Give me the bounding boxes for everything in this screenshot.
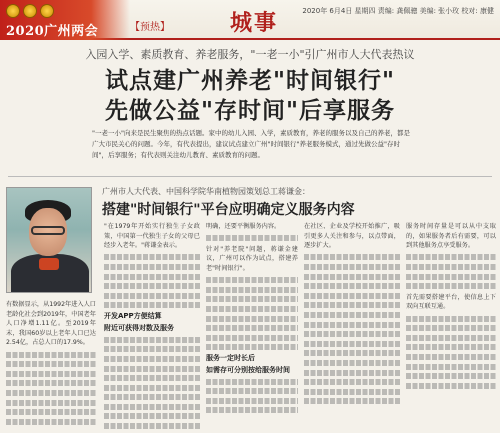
article-column-2 [104, 222, 200, 430]
profile-subhead: 广州市人大代表、中国科学院华南植物园策划总工蒋谦金： [102, 187, 310, 196]
subhead: 开发APP方便结算 [104, 311, 162, 320]
paragraph: 明确，还要平衡服务内容。 [206, 223, 281, 230]
article-column-4 [304, 222, 400, 430]
emblem-group [6, 4, 54, 18]
article-column-3 [206, 222, 298, 430]
paragraph: 服务时间存量是可以从中支取的，如果服务者后有需要，可以到其他服务点享受服务。 [406, 223, 496, 250]
paragraph: 有数据显示，从1992年进入人口老龄化社会到2019年，中国老年人口净增1.11亿。至2019年末，我国60岁以上老年人口已达2.54亿，占总人口的17.9%。 [6, 301, 96, 347]
headline-line-1: 试点建广州养老"时间银行" [105, 67, 395, 94]
subhead: 服务一定时长后 [206, 353, 255, 362]
article-column-1 [6, 300, 96, 430]
emblem-icon [23, 4, 37, 18]
masthead-info: 2020年 6月4日 星期四 责编: 龚佩骢 美编: 张小玫 校对: 康健 [302, 7, 494, 15]
microphone-icon [39, 258, 59, 270]
article-summary: "一老一小"向来是民生聚焦的热点话题。家中的幼儿入园、入学，素质教育，养老的服务以及自己的养老，都是广大市民关心的问题。今年，有代表提出，建议试点建立广州"时间银行"养老服务模式，通过先做公益"存时间"，后享服务；有代表则关注幼儿教育、素质教育的问题。 [92, 129, 410, 159]
preview-tag: 【预热】 [130, 22, 170, 33]
headline-line-2: 先做公益"存时间"后享服务 [105, 97, 395, 124]
paragraph: 针对"养老院"问题，蒋谦金建议，广州可以作为试点，搭建养老"时间银行"。 [206, 245, 298, 272]
two-sessions-banner [0, 0, 130, 40]
banner-title: 2020广州两会 [6, 24, 99, 39]
section-name: 城事 [230, 10, 279, 36]
profile-headline: 搭建"时间银行"平台应明确定义服务内容 [102, 202, 355, 218]
paragraph: 首先需要搭建平台，使信息上下双向互联互通。 [406, 293, 496, 311]
emblem-icon [40, 4, 54, 18]
headline-kicker: 入园入学、素质教育、养老服务，"一老一小"引广州市人大代表热议 [85, 48, 415, 61]
paragraph: 在社区、企业及学校开始推广，吸引更多人关注和参与，以点带面，逐步扩大。 [304, 223, 400, 250]
subhead: 如需存可分别按给服务时间 [206, 365, 290, 374]
emblem-icon [6, 4, 20, 18]
paragraph: "在1979年开始实行独生子女政策，中国第一代独生子女的父母已经步入老年。"蒋谦金表示。 [104, 223, 200, 250]
delegate-portrait [6, 187, 92, 293]
subhead: 附近可获得对数及服务 [104, 323, 174, 332]
article-column-5 [406, 222, 496, 430]
section-divider [8, 176, 492, 177]
